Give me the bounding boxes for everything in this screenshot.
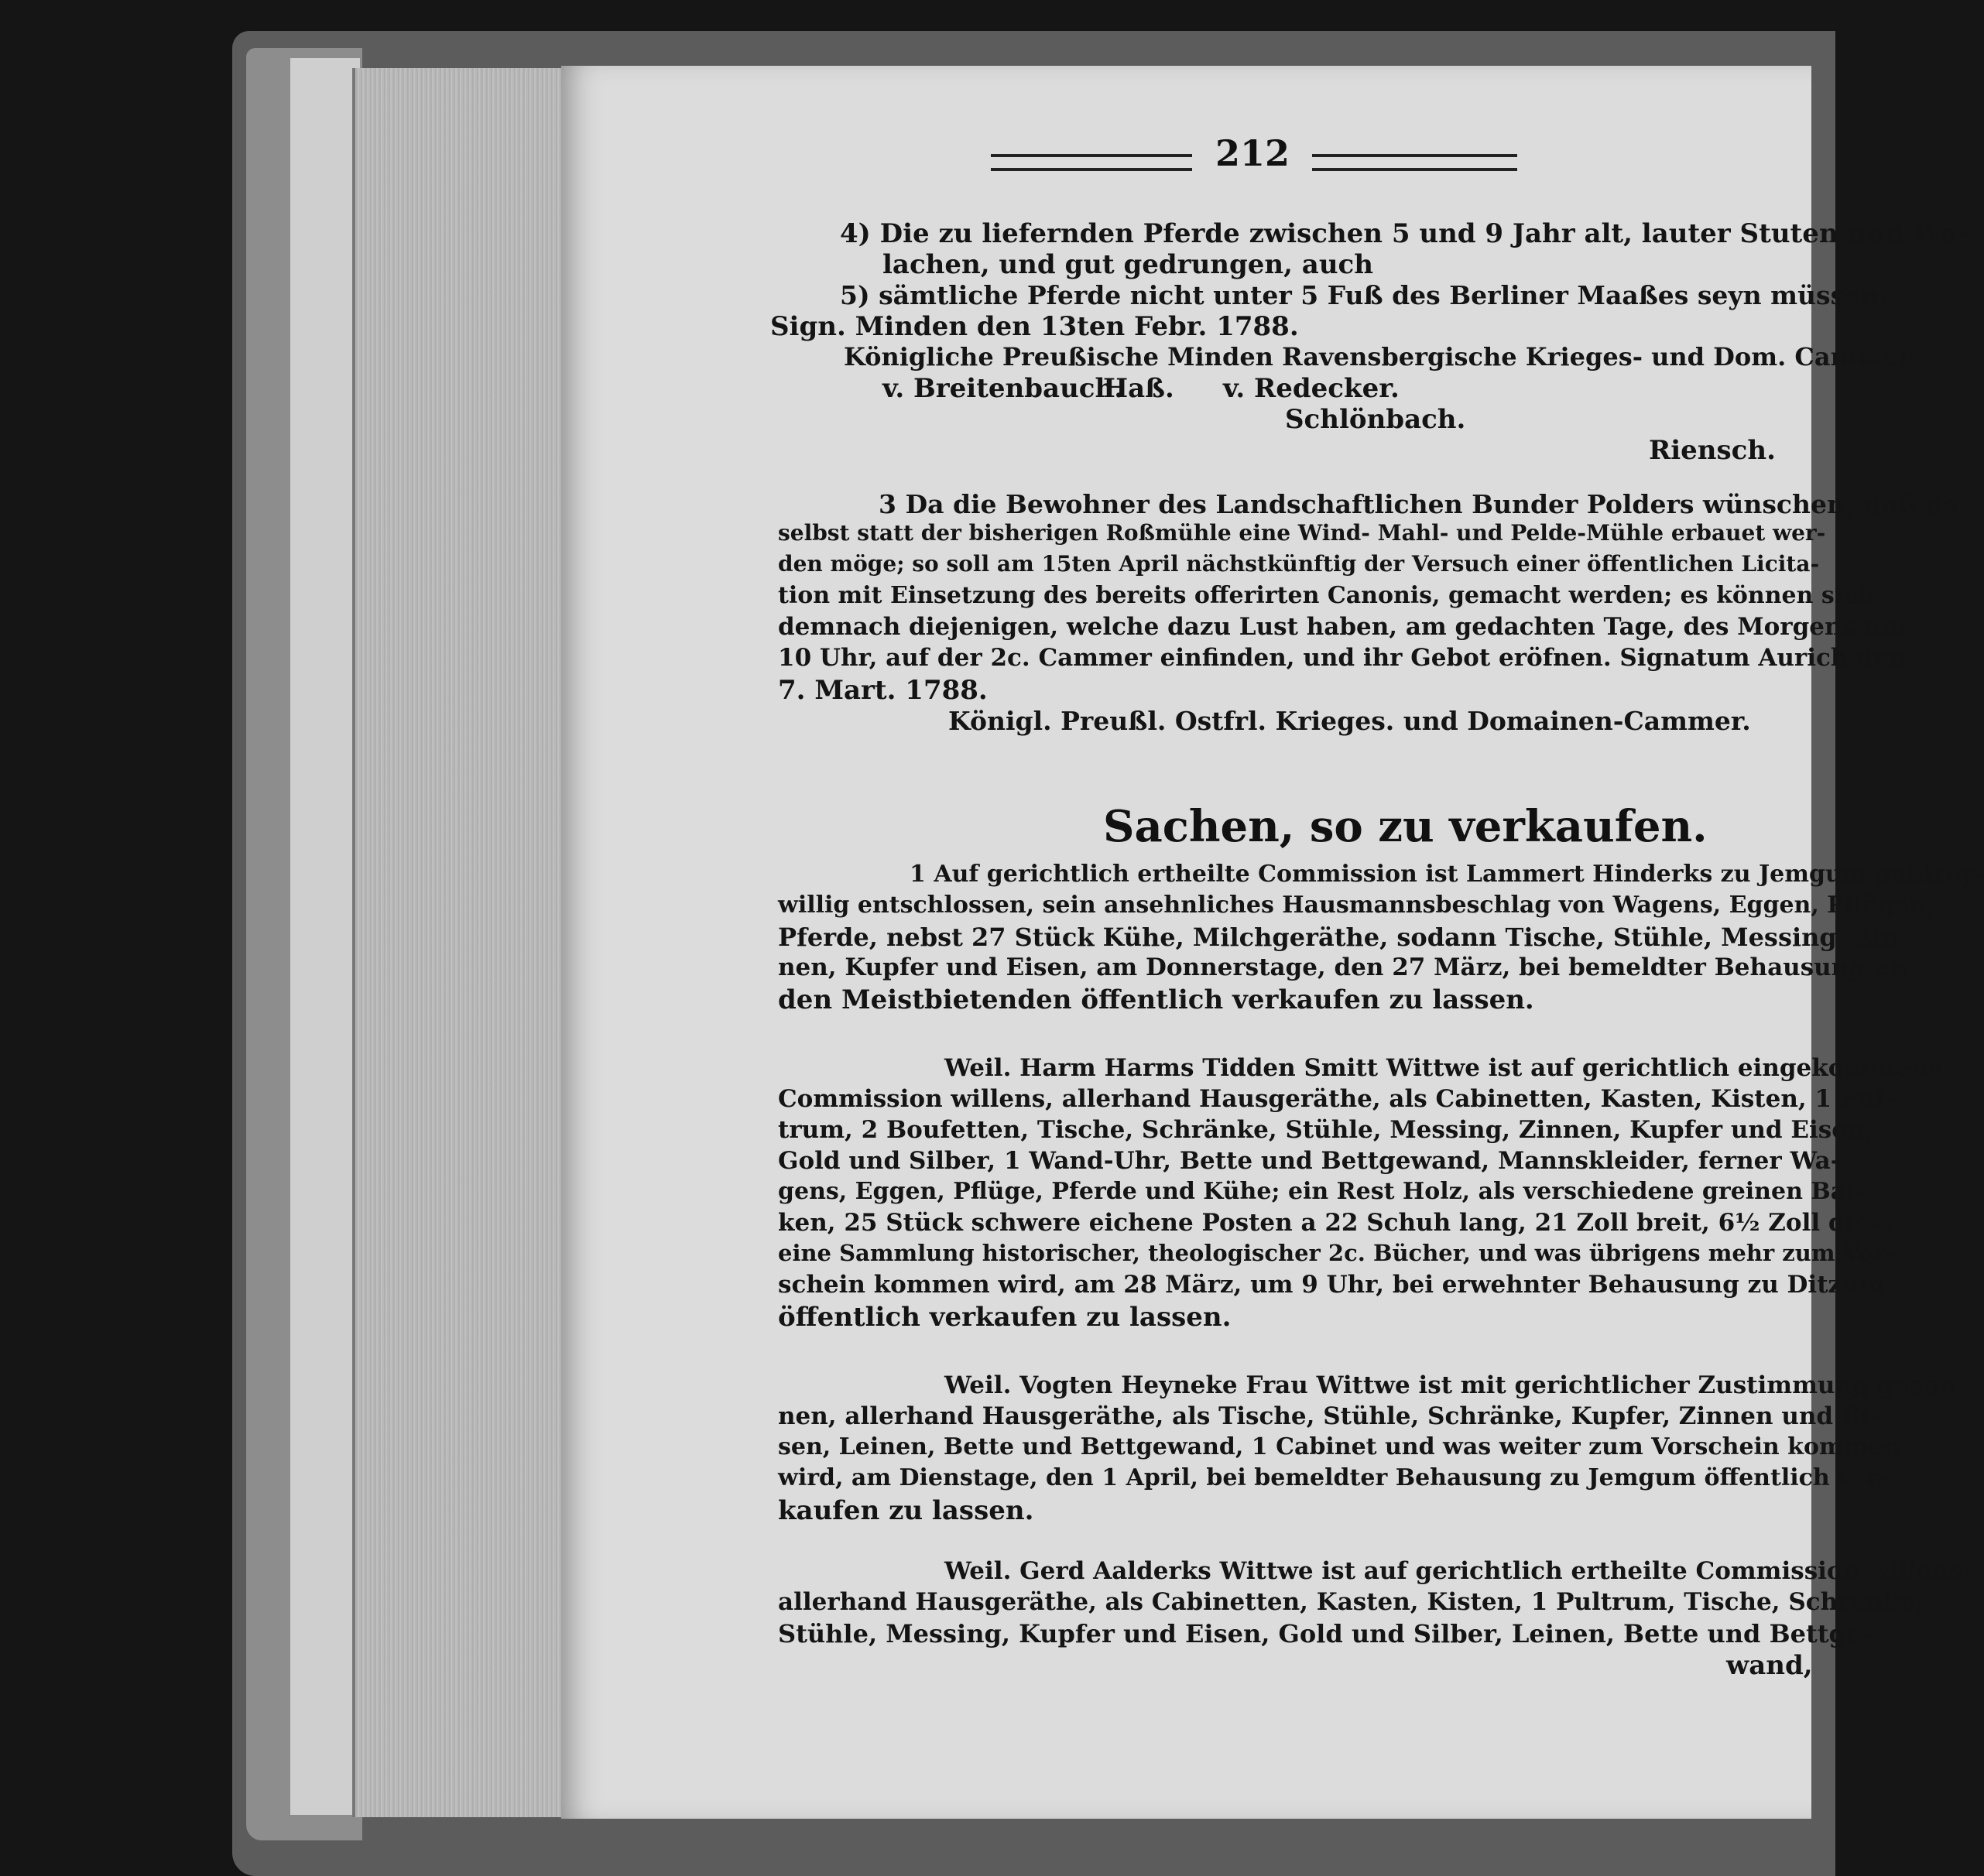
text-line: gens, Eggen, Pflüge, Pferde und Kühe; ein Rest Holz, als verschiedene greinen Bal- — [778, 1178, 1864, 1205]
text-line: trum, 2 Boufetten, Tische, Schränke, Stühle, Messing, Zinnen, Kupfer und Eisen, — [778, 1116, 1873, 1144]
text-line: nen, allerhand Hausgeräthe, als Tische, Stühle, Schränke, Kupfer, Zinnen und Ei- — [778, 1402, 1879, 1430]
text-line: sen, Leinen, Bette und Bettgewand, 1 Cabinet und was weiter zum Vorschein kommen — [778, 1433, 1900, 1460]
text-line: Weil. Harm Harms Tidden Smitt Wittwe ist auf gerichtlich eingekommene — [944, 1054, 1944, 1082]
text-line: wird, am Dienstage, den 1 April, bei bemeldter Behausung zu Jemgum öffentlich ver- — [778, 1464, 1888, 1491]
text-line: öffentlich verkaufen zu lassen. — [778, 1302, 1232, 1333]
text-line: Gold und Silber, 1 Wand-Uhr, Bette und Bettgewand, Mannskleider, ferner Wa- — [778, 1147, 1841, 1175]
text-line: ken, 25 Stück schwere eichene Posten a 22 Schuh lang, 21 Zoll breit, 6½ Zoll dick, — [778, 1209, 1894, 1237]
page-edges — [352, 68, 564, 1817]
text-line: lachen, und gut gedrungen, auch — [882, 249, 1373, 280]
text-line: schein kommen wird, am 28 März, um 9 Uhr, bei erwehnter Behausung zu Ditzum — [778, 1271, 1885, 1299]
text-line: nen, Kupfer und Eisen, am Donnerstage, den 27 März, bei bemeldter Behausung an — [778, 953, 1907, 981]
text-line: den möge; so soll am 15ten April nächstkünftig der Versuch einer öffentlichen Licita- — [778, 551, 1820, 577]
book-page — [561, 66, 1984, 1819]
page-text — [561, 66, 1984, 1819]
text-line: 5) sämtliche Pferde nicht unter 5 Fuß des Berliner Maaßes seyn müssen. — [840, 280, 1889, 310]
text-line: 3 Da die Bewohner des Landschaftlichen Bunder Polders wünschen, daß da- — [879, 489, 1972, 519]
text-line: Königl. Preußl. Ostfrl. Krieges. und Domainen-Cammer. — [948, 706, 1751, 736]
text-line: 1 Auf gerichtlich ertheilte Commission ist Lammert Hinderks zu Jemgum gaßfrey- — [910, 861, 1984, 888]
text-line: Commission willens, allerhand Hausgeräthe, als Cabinetten, Kasten, Kisten, 1 Pul- — [778, 1085, 1895, 1113]
text-line: wand, — [1726, 1650, 1813, 1681]
page-number: 212 — [1215, 132, 1290, 174]
text-line: selbst statt der bisherigen Roßmühle eine Wind- Mahl- und Pelde-Mühle erbauet wer- — [778, 520, 1826, 546]
text-line: allerhand Hausgeräthe, als Cabinetten, Kasten, Kisten, 1 Pultrum, Tische, Schränke, — [778, 1588, 1924, 1616]
text-line: demnach diejenigen, welche dazu Lust haben, am gedachten Tage, des Morgens um — [778, 613, 1907, 641]
text-line: Königliche Preußische Minden Ravensbergische Krieges- und Dom. Cammer. — [844, 342, 1918, 371]
text-line: Pferde, nebst 27 Stück Kühe, Milchgeräthe, sodann Tische, Stühle, Messing, Zin- — [778, 923, 1910, 952]
text-line: Weil. Gerd Aalderks Wittwe ist auf gerichtlich ertheilte Commission willens, — [944, 1557, 1972, 1585]
signature-date: Sign. Minden den 13ten Febr. 1788. — [770, 311, 1299, 342]
text-line: eine Sammlung historischer, theologischer 2c. Bücher, und was übrigens mehr zum Vor- — [778, 1240, 1895, 1266]
section-heading: Sachen, so zu verkaufen. — [1103, 801, 1708, 852]
text-line: Weil. Vogten Heyneke Frau Wittwe ist mit gerichtlicher Zustimmung geson- — [944, 1371, 1967, 1399]
text-line: 4) Die zu liefernden Pferde zwischen 5 und 9 Jahr alt, lauter Stuten und Wa- — [840, 218, 1969, 249]
text-line: kaufen zu lassen. — [778, 1495, 1034, 1526]
signatory: v. Breitenbauch. — [882, 373, 1124, 404]
text-line: 10 Uhr, auf der 2c. Cammer einfinden, und ihr Gebot eröfnen. Signatum Aurich den — [778, 644, 1907, 672]
endpaper — [290, 58, 360, 1815]
signatory: Schlönbach. — [1285, 404, 1466, 435]
signatory: v. Redecker. — [1223, 373, 1400, 404]
text-line: den Meistbietenden öffentlich verkaufen zu lassen. — [778, 984, 1534, 1015]
text-line: tion mit Einsetzung des bereits offerirten Canonis, gemacht werden; es können sich — [778, 582, 1875, 609]
signatory: Riensch. — [1649, 435, 1776, 466]
text-line: willig entschlossen, sein ansehnliches Hausmannsbeschlag von Wagens, Eggen, Pflügen, — [778, 892, 1934, 919]
text-line: Stühle, Messing, Kupfer und Eisen, Gold und Silber, Leinen, Bette und Bettge- — [778, 1619, 1873, 1648]
text-line: 7. Mart. 1788. — [778, 675, 988, 706]
signatory: Haß. — [1103, 373, 1174, 404]
